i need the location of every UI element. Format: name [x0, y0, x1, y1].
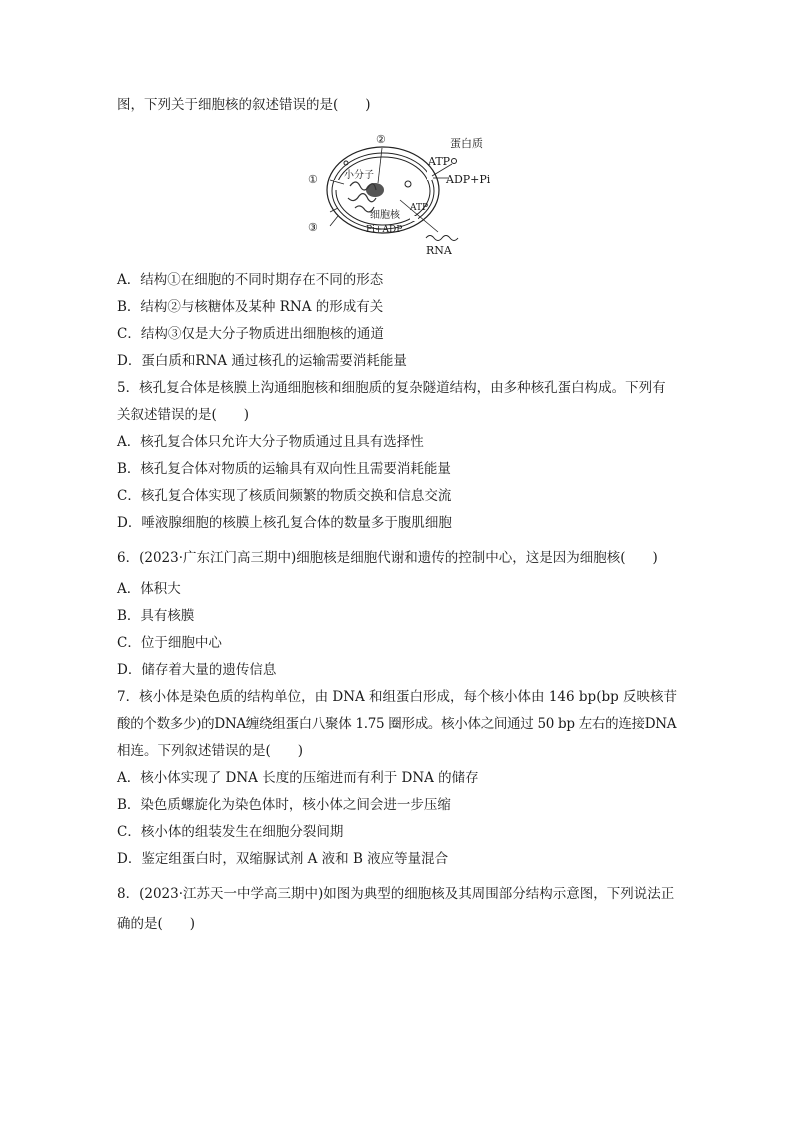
pointer-3 — [330, 216, 338, 226]
q4-option-d: D．蛋白质和RNA 通过核孔的运输需要消耗能量 — [117, 353, 407, 369]
q7-option-d: D．鉴定组蛋白时，双缩脲试剂 A 液和 B 液应等量混合 — [117, 851, 449, 867]
particle-2 — [405, 181, 411, 187]
q7-option-a: A．核小体实现了 DNA 长度的压缩进而有利于 DNA 的储存 — [117, 770, 479, 786]
q7-stem-line-1: 7．核小体是染色质的结构单位，由 DNA 和组蛋白形成，每个核小体由 146 bp(bp 反映核苷 — [117, 689, 678, 705]
label-protein: 蛋白质 — [450, 137, 483, 150]
q5-stem-line-2: 关叙述错误的是( ) — [117, 407, 250, 423]
q7-stem-line-2: 酸的个数多少)的DNA缠绕组蛋白八聚体 1.75 圈形成。核小体之间通过 50 bp 左右的连接DNA — [117, 716, 677, 732]
q7-stem-line-3: 相连。下列叙述错误的是( ) — [117, 743, 304, 759]
protein-particle — [452, 159, 457, 164]
label-structure-1: ① — [308, 173, 318, 186]
q8-stem-line-2: 确的是( ) — [117, 916, 196, 932]
q7-option-b: B．染色质螺旋化为染色体时，核小体之间会进一步压缩 — [117, 797, 451, 813]
q5-option-a: A．核孔复合体只允许大分子物质通过且具有选择性 — [117, 434, 424, 450]
q6-option-a: A．体积大 — [117, 581, 181, 597]
label-atp-inner: ATP — [410, 203, 429, 213]
rna-strand — [426, 236, 458, 241]
q8-stem-line-1: 8．(2023·江苏天一中学高三期中)如图为典型的细胞核及其周围部分结构示意图，下列说法正 — [117, 886, 675, 902]
label-adp-pi: ADP+Pi — [446, 173, 491, 186]
q6-stem: 6．(2023·广东江门高三期中)细胞核是细胞代谢和遗传的控制中心，这是因为细胞核( ) — [117, 550, 658, 566]
label-nucleus: 细胞核 — [370, 210, 400, 221]
label-rna: RNA — [426, 244, 452, 257]
q6-option-b: B．具有核膜 — [117, 608, 195, 624]
q6-option-d: D．储存着大量的遗传信息 — [117, 662, 277, 678]
question-4-stem: 图，下列关于细胞核的叙述错误的是( ) — [117, 97, 371, 113]
label-pi-adp: Pi+ADP — [366, 225, 403, 235]
q5-option-b: B．核孔复合体对物质的运输具有双向性且需要消耗能量 — [117, 461, 451, 477]
q6-option-c: C．位于细胞中心 — [117, 635, 222, 651]
q5-option-c: C．核孔复合体实现了核质间频繁的物质交换和信息交流 — [117, 488, 452, 504]
q5-option-d: D．唾液腺细胞的核膜上核孔复合体的数量多于腹肌细胞 — [117, 515, 452, 531]
label-atp-top: ATP — [428, 155, 451, 168]
q4-option-b: B．结构②与核糖体及某种 RNA 的形成有关 — [117, 299, 384, 315]
q4-option-c: C．结构③仅是大分子物质进出细胞核的通道 — [117, 326, 384, 342]
q7-option-c: C．核小体的组装发生在细胞分裂间期 — [117, 824, 344, 840]
q5-stem-line-1: 5．核孔复合体是核膜上沟通细胞核和细胞质的复杂隧道结构，由多种核孔蛋白构成。下列有 — [117, 380, 666, 396]
nuclear-pore-bottom — [410, 216, 418, 221]
nucleus-diagram — [300, 128, 510, 262]
label-small-molecule: 小分子 — [344, 170, 374, 181]
nuclear-pore-right — [427, 170, 432, 180]
label-structure-3: ③ — [308, 221, 318, 234]
label-structure-2: ② — [376, 133, 386, 146]
q4-option-a: A．结构①在细胞的不同时期存在不同的形态 — [117, 272, 384, 288]
